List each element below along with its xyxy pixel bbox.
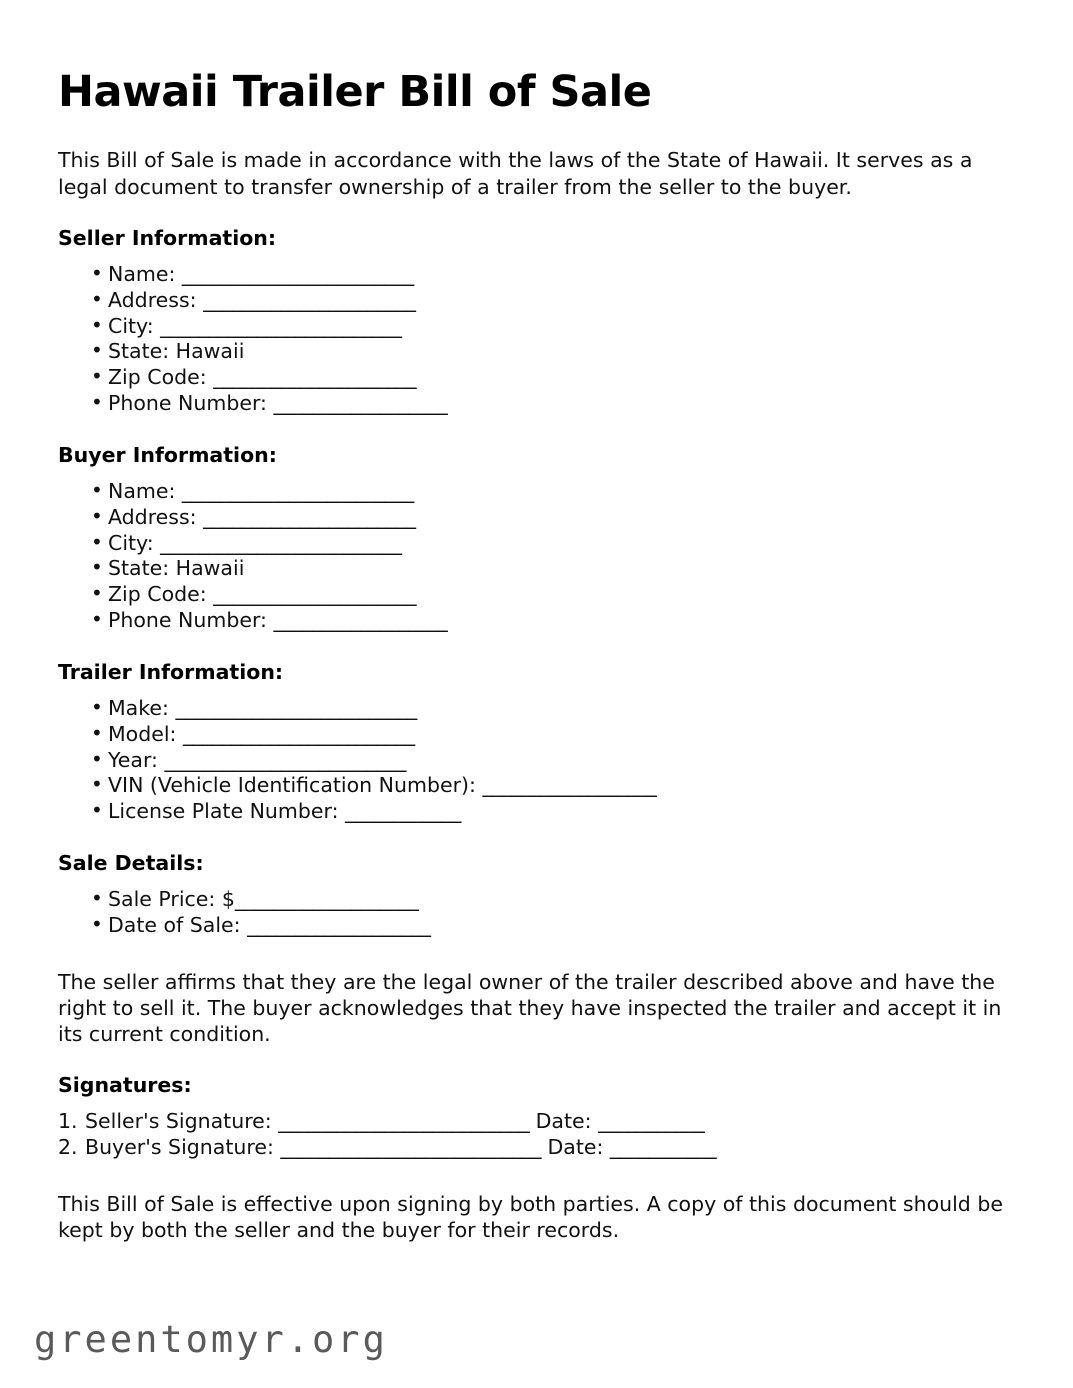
field-blank: ____________ (345, 799, 461, 824)
field-blank: ________________________ (181, 478, 414, 503)
closing-paragraph: This Bill of Sale is effective upon signing by both parties. A copy of this document should be kept by both the seller and the buyer for their records. (58, 1192, 1003, 1243)
buyer-information-heading: Buyer Information: (58, 442, 277, 467)
list-item (58, 1135, 1015, 1161)
field-label: Make: (108, 695, 176, 720)
list-item (58, 365, 1015, 391)
list-item (58, 696, 1015, 722)
field-blank: _________________________ (164, 747, 406, 772)
signature-label: Buyer's Signature: (85, 1135, 281, 1160)
field-label: State: Hawaii (108, 556, 245, 581)
list-item (58, 505, 1015, 531)
page-title: Hawaii Trailer Bill of Sale (58, 67, 652, 117)
list-item (58, 1109, 1015, 1135)
date-blank: ___________ (609, 1135, 717, 1160)
list-item (58, 288, 1015, 314)
field-label: VIN (Vehicle Identification Number): (108, 773, 483, 798)
field-label: City: (108, 530, 161, 555)
signature-blank: __________________________ (278, 1109, 530, 1134)
list-item (58, 722, 1015, 748)
trailer-fields-list (58, 696, 1015, 825)
field-blank: ___________________ (234, 886, 419, 911)
field-blank: _________________________ (175, 695, 417, 720)
list-item (58, 799, 1015, 825)
list-item (58, 262, 1015, 288)
field-label: Address: (108, 287, 204, 312)
field-label: Date of Sale: (108, 912, 248, 937)
field-label: Year: (108, 747, 165, 772)
signatures-heading: Signatures: (58, 1073, 192, 1098)
site-watermark: greentomyr.org (34, 1318, 388, 1361)
affirmation-paragraph: The seller affirms that they are the legal owner of the trailer described above and have the right to sell it. The buyer acknowledges that they have inspected the trailer and accept it in its current condition. (58, 969, 1002, 1047)
field-blank: ___________________ (247, 912, 431, 937)
date-label: Date: (540, 1135, 610, 1160)
seller-fields-list (58, 262, 1015, 417)
field-blank: ______________________ (203, 504, 416, 529)
signature-blank: ___________________________ (280, 1135, 541, 1160)
list-item (58, 773, 1015, 799)
list-item (58, 887, 1015, 913)
seller-information-heading: Seller Information: (58, 225, 277, 250)
field-blank: __________________ (273, 608, 448, 633)
list-item (58, 913, 1015, 939)
field-label: Zip Code: (108, 365, 214, 390)
field-label: License Plate Number: (108, 799, 346, 824)
field-blank: _________________________ (160, 530, 402, 555)
date-blank: ___________ (598, 1109, 705, 1134)
list-item (58, 748, 1015, 774)
list-item (58, 531, 1015, 557)
buyer-fields-list (58, 479, 1015, 634)
intro-paragraph: This Bill of Sale is made in accordance with the laws of the State of Hawaii. It serves as a legal document to transfer ownership of a trailer from the seller to the buyer. (58, 148, 973, 199)
field-label: Name: (108, 261, 182, 286)
signature-label: Seller's Signature: (85, 1109, 279, 1134)
signatures-list (58, 1109, 1015, 1161)
field-label: Model: (108, 721, 183, 746)
field-label: Address: (108, 504, 204, 529)
field-label: Phone Number: (108, 391, 274, 416)
field-blank: ______________________ (203, 287, 416, 312)
field-blank: __________________ (273, 391, 448, 416)
list-item (58, 608, 1015, 634)
field-label: City: (108, 313, 161, 338)
list-item (58, 479, 1015, 505)
field-blank: __________________ (482, 773, 657, 798)
trailer-information-heading: Trailer Information: (58, 659, 284, 684)
field-label: Zip Code: (108, 582, 214, 607)
field-blank: ________________________ (182, 721, 415, 746)
list-item (58, 391, 1015, 417)
sale-details-heading: Sale Details: (58, 850, 204, 875)
field-blank: _____________________ (213, 365, 416, 390)
date-label: Date: (529, 1109, 599, 1134)
list-item (58, 339, 1015, 365)
field-blank: ________________________ (181, 261, 414, 286)
list-item (58, 556, 1015, 582)
sale-details-list (58, 887, 1015, 939)
field-label: State: Hawaii (108, 339, 245, 364)
field-label: Sale Price: $ (108, 886, 235, 911)
list-item (58, 582, 1015, 608)
field-blank: _________________________ (160, 313, 402, 338)
field-label: Name: (108, 478, 182, 503)
field-label: Phone Number: (108, 608, 274, 633)
field-blank: _____________________ (213, 582, 416, 607)
list-item (58, 314, 1015, 340)
